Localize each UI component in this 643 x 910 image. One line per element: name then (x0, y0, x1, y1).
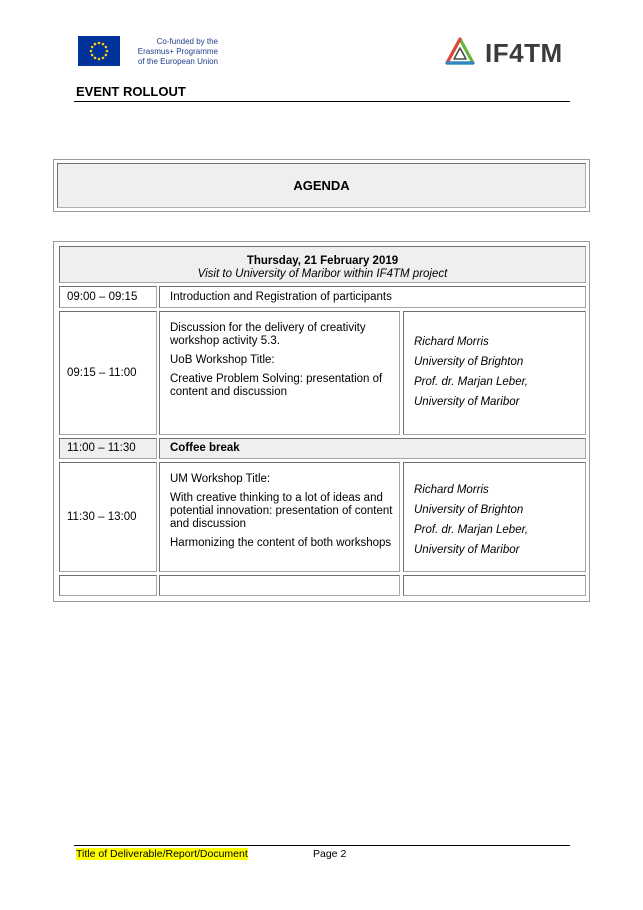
if4tm-logo (443, 36, 567, 70)
brand-suffix: TM (524, 38, 563, 68)
table-row-activity (159, 462, 400, 572)
speaker-line: University of Brighton (414, 504, 524, 516)
table-row-time: 09:00 – 09:15 (59, 286, 157, 308)
agenda-heading: AGENDA (57, 163, 586, 208)
activity-paragraph: UM Workshop Title: (170, 473, 271, 485)
activity-paragraph: Harmonizing the content of both workshops (170, 537, 392, 549)
schedule-header (59, 246, 586, 283)
table-row-empty-cell (59, 575, 157, 596)
activity-paragraph: UoB Workshop Title: (170, 354, 275, 366)
table-row-time: 11:00 – 11:30 (59, 438, 157, 459)
eu-cofunded-text (124, 37, 218, 67)
schedule-table (53, 241, 590, 602)
speaker-line: Prof. dr. Marjan Leber, (414, 524, 528, 536)
eu-text-line-3: of the European Union (137, 57, 218, 66)
table-row-speakers (403, 311, 586, 435)
header-divider (74, 101, 570, 102)
table-row-speakers (403, 462, 586, 572)
activity-paragraph: Creative Problem Solving: presentation of content and discussion (170, 373, 383, 398)
schedule-date: Thursday, 21 February 2019 (246, 255, 399, 267)
activity-paragraph: With creative thinking to a lot of ideas and potential innovation: presentation of content and discussion (170, 492, 393, 530)
if4tm-triangle-icon (443, 36, 477, 70)
schedule-subtitle: Visit to University of Maribor within IF4TM project (197, 268, 448, 280)
speaker-line: Prof. dr. Marjan Leber, (414, 376, 528, 388)
table-row-activity (159, 311, 400, 435)
if4tm-wordmark (485, 38, 563, 68)
footer-page-number: Page 2 (313, 848, 347, 860)
table-row-empty-cell (403, 575, 586, 596)
table-row-time: 09:15 – 11:00 (59, 311, 157, 435)
eu-text-line-2: Erasmus+ Programme (137, 47, 218, 56)
brand-prefix: IF (485, 38, 510, 68)
brand-digit: 4 (509, 38, 525, 68)
table-row-time: 11:30 – 13:00 (59, 462, 157, 572)
table-row-empty-cell (159, 575, 400, 596)
table-row-activity: Introduction and Registration of participants (159, 286, 586, 308)
speaker-line: Richard Morris (414, 336, 489, 348)
speaker-line: University of Brighton (414, 356, 524, 368)
speaker-line: Richard Morris (414, 484, 489, 496)
agenda-box (53, 159, 590, 212)
speaker-line: University of Maribor (414, 396, 520, 408)
eu-text-line-1: Co-funded by the (156, 37, 218, 46)
footer-document-title: Title of Deliverable/Report/Document (76, 848, 248, 860)
section-title: EVENT ROLLOUT (76, 84, 186, 99)
table-row-activity: Coffee break (159, 438, 586, 459)
activity-paragraph: Discussion for the delivery of creativity workshop activity 5.3. (170, 322, 366, 347)
footer-divider (74, 845, 570, 846)
speaker-line: University of Maribor (414, 544, 520, 556)
eu-flag-icon (78, 36, 120, 66)
